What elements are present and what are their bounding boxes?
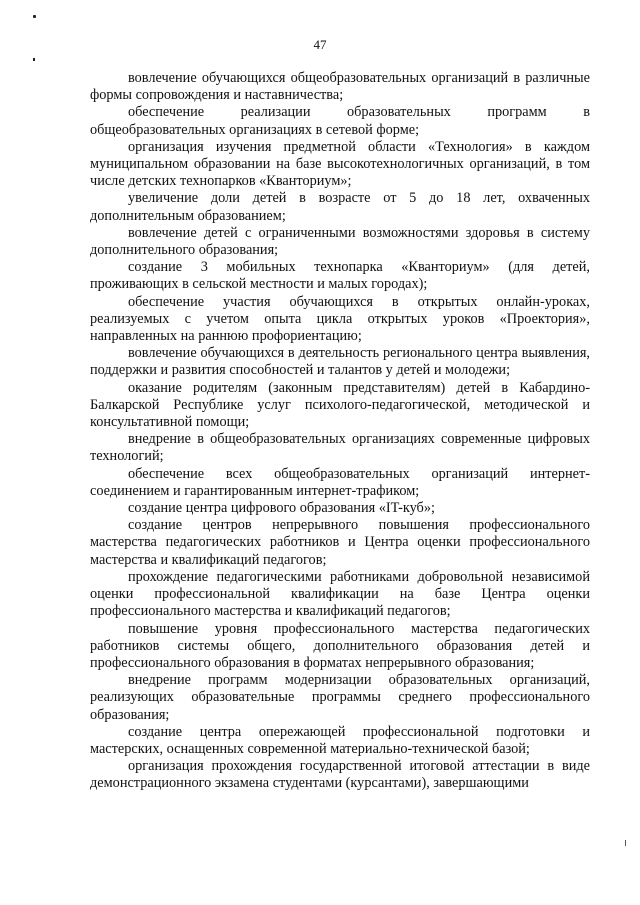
paragraph: создание центра цифрового образования «IT-куб»; bbox=[128, 500, 435, 517]
scan-mark bbox=[33, 15, 36, 18]
scan-mark bbox=[625, 840, 626, 846]
paragraph: обеспечение всех общеобразовательных организаций интернет-соединением и гарантированным интернет-трафиком; bbox=[90, 465, 590, 499]
paragraph: увеличение доли детей в возрасте от 5 до 18 лет, охваченных дополнительным образованием; bbox=[90, 190, 590, 224]
document-body bbox=[90, 70, 590, 793]
paragraph: вовлечение детей с ограниченными возможностями здоровья в систему дополнительного образования; bbox=[90, 224, 590, 259]
paragraph: внедрение программ модернизации образовательных организаций, реализующих образовательные программы среднего профессионального образования; bbox=[90, 672, 590, 723]
paragraph: организация прохождения государственной итоговой аттестации в виде демонстрационного экзамена студентами (курсантами), завершающими bbox=[90, 758, 590, 792]
paragraph: повышение уровня профессионального мастерства педагогических работников системы общего, дополнительного образования детей и профессионального образования в форматах непрерывного образования; bbox=[90, 620, 590, 671]
paragraph: оказание родителям (законным представителям) детей в Кабардино-Балкарской Республике услуг психолого-педагогической, методической и консультативной помощи; bbox=[90, 379, 590, 431]
paragraph: внедрение в общеобразовательных организациях современные цифровых технологий; bbox=[90, 431, 590, 465]
paragraph: создание 3 мобильных технопарка «Кванториум» (для детей, проживающих в сельской местности и малых городах); bbox=[90, 259, 590, 293]
paragraph: организация изучения предметной области «Технология» в каждом муниципальном образовании на базе высокотехнологичных организаций, в том числе детских технопарков «Кванториум»; bbox=[90, 138, 590, 190]
paragraph: создание центра опережающей профессиональной подготовки и мастерских, оснащенных современной материально-технической базой; bbox=[90, 723, 590, 757]
paragraph: вовлечение обучающихся общеобразовательных организаций в различные формы сопровождения и наставничества; bbox=[90, 70, 590, 104]
paragraph: создание центров непрерывного повышения профессионального мастерства педагогических работников и Центра оценки профессионального мастерства и квалификаций педагогов; bbox=[90, 517, 590, 568]
page-number: 47 bbox=[313, 37, 327, 52]
paragraph: прохождение педагогическими работниками добровольной независимой оценки профессиональной квалификации на базе Центра оценки профессионального мастерства и квалификаций педагогов; bbox=[90, 568, 590, 620]
paragraph: обеспечение реализации образовательных программ в общеобразовательных организациях в сетевой форме; bbox=[90, 104, 590, 138]
scan-mark bbox=[33, 58, 35, 61]
paragraph: обеспечение участия обучающихся в открытых онлайн-уроках, реализуемых с учетом опыта цикла открытых уроков «Проектория», направленных на раннюю профориентацию; bbox=[90, 293, 590, 345]
paragraph: вовлечение обучающихся в деятельность регионального центра выявления, поддержки и развития способностей и талантов у детей и молодежи; bbox=[90, 345, 590, 379]
